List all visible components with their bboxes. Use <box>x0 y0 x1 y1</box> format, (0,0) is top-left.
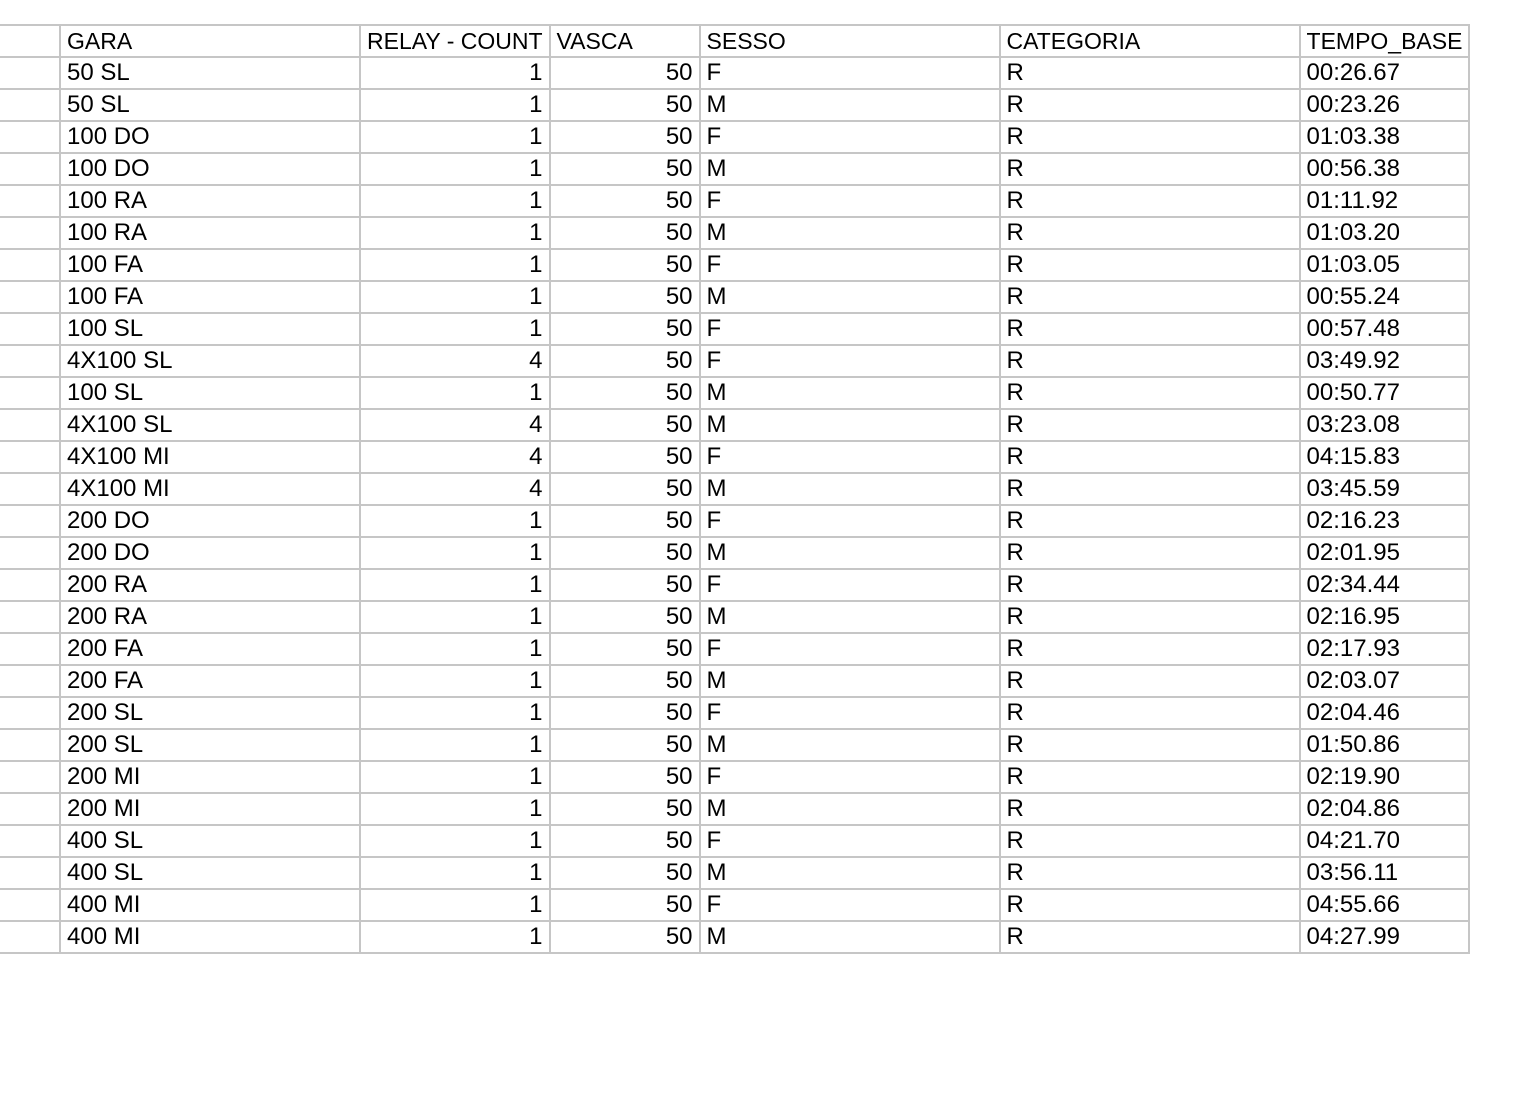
cell-vasca[interactable]: 50 <box>550 89 700 121</box>
cell-a[interactable] <box>0 89 60 121</box>
cell-gara[interactable]: 200 MI <box>60 793 360 825</box>
cell-vasca[interactable]: 50 <box>550 473 700 505</box>
table-row <box>0 633 1469 665</box>
cell-categoria[interactable]: R <box>1000 601 1300 633</box>
cell-vasca[interactable]: 50 <box>550 313 700 345</box>
cell-categoria[interactable]: R <box>1000 217 1300 249</box>
cell-tempo-base[interactable]: 00:57.48 <box>1300 313 1470 345</box>
cell-categoria[interactable]: R <box>1000 569 1300 601</box>
cell-relay-count[interactable]: 1 <box>360 921 550 953</box>
cell-tempo-base[interactable]: 02:16.95 <box>1300 601 1470 633</box>
cell-relay-count[interactable]: 1 <box>360 313 550 345</box>
cell-relay-count[interactable]: 1 <box>360 57 550 89</box>
cell-tempo-base[interactable]: 00:23.26 <box>1300 89 1470 121</box>
cell-gara[interactable]: 200 FA <box>60 633 360 665</box>
table-row <box>0 217 1469 249</box>
cell-relay-count[interactable]: 1 <box>360 89 550 121</box>
table-row <box>0 57 1469 89</box>
cell-sesso[interactable]: F <box>700 185 1000 217</box>
cell-a[interactable] <box>0 697 60 729</box>
cell-vasca[interactable]: 50 <box>550 345 700 377</box>
cell-categoria[interactable]: R <box>1000 793 1300 825</box>
cell-vasca[interactable]: 50 <box>550 697 700 729</box>
cell-relay-count[interactable]: 1 <box>360 121 550 153</box>
cell-vasca[interactable]: 50 <box>550 793 700 825</box>
cell-gara[interactable]: 4X100 MI <box>60 473 360 505</box>
cell-gara[interactable]: 200 MI <box>60 761 360 793</box>
cell-sesso[interactable]: F <box>700 57 1000 89</box>
table-row <box>0 825 1469 857</box>
header-cell-vasca[interactable]: VASCA <box>550 25 700 57</box>
cell-vasca[interactable]: 50 <box>550 921 700 953</box>
table-row <box>0 281 1469 313</box>
cell-a[interactable] <box>0 441 60 473</box>
cell-sesso[interactable]: M <box>700 857 1000 889</box>
header-cell-relay-count[interactable]: RELAY - COUNT <box>360 25 550 57</box>
cell-a[interactable] <box>0 505 60 537</box>
cell-vasca[interactable]: 50 <box>550 441 700 473</box>
spreadsheet-body <box>0 25 1469 953</box>
cell-tempo-base[interactable]: 03:49.92 <box>1300 345 1470 377</box>
cell-sesso[interactable]: M <box>700 921 1000 953</box>
cell-tempo-base[interactable]: 00:56.38 <box>1300 153 1470 185</box>
cell-gara[interactable]: 4X100 MI <box>60 441 360 473</box>
cell-sesso[interactable]: M <box>700 153 1000 185</box>
cell-sesso[interactable]: M <box>700 793 1000 825</box>
cell-relay-count[interactable]: 1 <box>360 889 550 921</box>
cell-vasca[interactable]: 50 <box>550 153 700 185</box>
cell-categoria[interactable]: R <box>1000 473 1300 505</box>
cell-tempo-base[interactable]: 02:03.07 <box>1300 665 1470 697</box>
cell-a[interactable] <box>0 345 60 377</box>
cell-sesso[interactable]: F <box>700 633 1000 665</box>
cell-sesso[interactable]: F <box>700 249 1000 281</box>
cell-tempo-base[interactable]: 02:19.90 <box>1300 761 1470 793</box>
cell-gara[interactable]: 100 RA <box>60 217 360 249</box>
cell-a[interactable] <box>0 601 60 633</box>
cell-categoria[interactable]: R <box>1000 57 1300 89</box>
cell-tempo-base[interactable]: 04:55.66 <box>1300 889 1470 921</box>
cell-tempo-base[interactable]: 01:03.38 <box>1300 121 1470 153</box>
cell-gara[interactable]: 200 DO <box>60 505 360 537</box>
cell-gara[interactable]: 200 SL <box>60 697 360 729</box>
cell-relay-count[interactable]: 1 <box>360 377 550 409</box>
cell-relay-count[interactable]: 1 <box>360 761 550 793</box>
header-cell-categoria[interactable]: CATEGORIA <box>1000 25 1300 57</box>
cell-gara[interactable]: 4X100 SL <box>60 409 360 441</box>
cell-gara[interactable]: 400 MI <box>60 889 360 921</box>
cell-a[interactable] <box>0 537 60 569</box>
cell-sesso[interactable]: M <box>700 665 1000 697</box>
cell-vasca[interactable]: 50 <box>550 665 700 697</box>
cell-a[interactable] <box>0 665 60 697</box>
cell-vasca[interactable]: 50 <box>550 761 700 793</box>
cell-categoria[interactable]: R <box>1000 345 1300 377</box>
cell-a[interactable] <box>0 889 60 921</box>
cell-categoria[interactable]: R <box>1000 121 1300 153</box>
table-row <box>0 409 1469 441</box>
cell-relay-count[interactable]: 1 <box>360 569 550 601</box>
cell-tempo-base[interactable]: 03:45.59 <box>1300 473 1470 505</box>
cell-vasca[interactable]: 50 <box>550 633 700 665</box>
spreadsheet-grid <box>0 24 1470 954</box>
cell-tempo-base[interactable]: 02:04.86 <box>1300 793 1470 825</box>
cell-gara[interactable]: 100 RA <box>60 185 360 217</box>
table-row <box>0 185 1469 217</box>
header-cell-tempo-base[interactable]: TEMPO_BASE <box>1300 25 1470 57</box>
cell-gara[interactable]: 100 DO <box>60 153 360 185</box>
cell-vasca[interactable]: 50 <box>550 505 700 537</box>
cell-categoria[interactable]: R <box>1000 857 1300 889</box>
cell-relay-count[interactable]: 1 <box>360 697 550 729</box>
table-row <box>0 121 1469 153</box>
cell-relay-count[interactable]: 1 <box>360 601 550 633</box>
header-cell-gara[interactable]: GARA <box>60 25 360 57</box>
cell-gara[interactable]: 4X100 SL <box>60 345 360 377</box>
cell-sesso[interactable]: F <box>700 345 1000 377</box>
cell-sesso[interactable]: F <box>700 441 1000 473</box>
cell-relay-count[interactable]: 1 <box>360 217 550 249</box>
header-cell-a[interactable] <box>0 25 60 57</box>
cell-vasca[interactable]: 50 <box>550 185 700 217</box>
cell-sesso[interactable]: F <box>700 569 1000 601</box>
cell-categoria[interactable]: R <box>1000 633 1300 665</box>
cell-relay-count[interactable]: 1 <box>360 249 550 281</box>
table-row <box>0 729 1469 761</box>
cell-relay-count[interactable]: 4 <box>360 473 550 505</box>
table-row <box>0 569 1469 601</box>
cell-sesso[interactable]: F <box>700 697 1000 729</box>
cell-vasca[interactable]: 50 <box>550 409 700 441</box>
cell-vasca[interactable]: 50 <box>550 249 700 281</box>
cell-a[interactable] <box>0 729 60 761</box>
cell-vasca[interactable]: 50 <box>550 569 700 601</box>
cell-categoria[interactable]: R <box>1000 409 1300 441</box>
header-cell-sesso[interactable]: SESSO <box>700 25 1000 57</box>
cell-tempo-base[interactable]: 02:16.23 <box>1300 505 1470 537</box>
table-row <box>0 89 1469 121</box>
cell-sesso[interactable]: M <box>700 89 1000 121</box>
cell-tempo-base[interactable]: 01:03.05 <box>1300 249 1470 281</box>
cell-tempo-base[interactable]: 02:01.95 <box>1300 537 1470 569</box>
table-row <box>0 249 1469 281</box>
cell-a[interactable] <box>0 857 60 889</box>
cell-gara[interactable]: 400 SL <box>60 825 360 857</box>
cell-vasca[interactable]: 50 <box>550 601 700 633</box>
cell-categoria[interactable]: R <box>1000 185 1300 217</box>
cell-gara[interactable]: 200 SL <box>60 729 360 761</box>
table-row <box>0 473 1469 505</box>
cell-tempo-base[interactable]: 04:15.83 <box>1300 441 1470 473</box>
cell-a[interactable] <box>0 185 60 217</box>
cell-relay-count[interactable]: 1 <box>360 729 550 761</box>
cell-relay-count[interactable]: 1 <box>360 537 550 569</box>
cell-tempo-base[interactable]: 04:27.99 <box>1300 921 1470 953</box>
cell-relay-count[interactable]: 1 <box>360 825 550 857</box>
table-row <box>0 345 1469 377</box>
cell-categoria[interactable]: R <box>1000 825 1300 857</box>
cell-sesso[interactable]: M <box>700 537 1000 569</box>
cell-sesso[interactable]: F <box>700 889 1000 921</box>
cell-categoria[interactable]: R <box>1000 921 1300 953</box>
cell-relay-count[interactable]: 1 <box>360 505 550 537</box>
table-row <box>0 537 1469 569</box>
cell-a[interactable] <box>0 57 60 89</box>
cell-vasca[interactable]: 50 <box>550 825 700 857</box>
cell-relay-count[interactable]: 1 <box>360 185 550 217</box>
cell-vasca[interactable]: 50 <box>550 281 700 313</box>
cell-gara[interactable]: 100 FA <box>60 281 360 313</box>
cell-relay-count[interactable]: 4 <box>360 441 550 473</box>
cell-sesso[interactable]: M <box>700 281 1000 313</box>
cell-tempo-base[interactable]: 02:34.44 <box>1300 569 1470 601</box>
cell-sesso[interactable]: M <box>700 409 1000 441</box>
cell-a[interactable] <box>0 377 60 409</box>
cell-categoria[interactable]: R <box>1000 249 1300 281</box>
cell-categoria[interactable]: R <box>1000 377 1300 409</box>
cell-tempo-base[interactable]: 01:03.20 <box>1300 217 1470 249</box>
cell-gara[interactable]: 400 SL <box>60 857 360 889</box>
cell-relay-count[interactable]: 4 <box>360 345 550 377</box>
cell-gara[interactable]: 50 SL <box>60 89 360 121</box>
cell-a[interactable] <box>0 281 60 313</box>
cell-sesso[interactable]: F <box>700 505 1000 537</box>
table-row <box>0 889 1469 921</box>
table-row <box>0 153 1469 185</box>
table-row <box>0 601 1469 633</box>
cell-tempo-base[interactable]: 02:04.46 <box>1300 697 1470 729</box>
cell-vasca[interactable]: 50 <box>550 889 700 921</box>
cell-categoria[interactable]: R <box>1000 889 1300 921</box>
cell-sesso[interactable]: M <box>700 473 1000 505</box>
cell-categoria[interactable]: R <box>1000 153 1300 185</box>
cell-tempo-base[interactable]: 04:21.70 <box>1300 825 1470 857</box>
cell-gara[interactable]: 200 RA <box>60 569 360 601</box>
cell-relay-count[interactable]: 4 <box>360 409 550 441</box>
cell-a[interactable] <box>0 217 60 249</box>
cell-tempo-base[interactable]: 00:55.24 <box>1300 281 1470 313</box>
cell-a[interactable] <box>0 121 60 153</box>
cell-a[interactable] <box>0 409 60 441</box>
cell-categoria[interactable]: R <box>1000 89 1300 121</box>
cell-categoria[interactable]: R <box>1000 697 1300 729</box>
table-row <box>0 793 1469 825</box>
cell-relay-count[interactable]: 1 <box>360 281 550 313</box>
table-row <box>0 761 1469 793</box>
table-row <box>0 313 1469 345</box>
cell-categoria[interactable]: R <box>1000 729 1300 761</box>
cell-sesso[interactable]: M <box>700 377 1000 409</box>
cell-gara[interactable]: 50 SL <box>60 57 360 89</box>
cell-relay-count[interactable]: 1 <box>360 153 550 185</box>
cell-gara[interactable]: 200 RA <box>60 601 360 633</box>
cell-relay-count[interactable]: 1 <box>360 857 550 889</box>
cell-gara[interactable]: 100 FA <box>60 249 360 281</box>
table-row <box>0 505 1469 537</box>
cell-vasca[interactable]: 50 <box>550 857 700 889</box>
cell-categoria[interactable]: R <box>1000 761 1300 793</box>
table-row <box>0 377 1469 409</box>
cell-categoria[interactable]: R <box>1000 313 1300 345</box>
cell-a[interactable] <box>0 825 60 857</box>
table-row <box>0 857 1469 889</box>
cell-tempo-base[interactable]: 03:56.11 <box>1300 857 1470 889</box>
cell-tempo-base[interactable]: 03:23.08 <box>1300 409 1470 441</box>
cell-sesso[interactable]: F <box>700 761 1000 793</box>
cell-a[interactable] <box>0 633 60 665</box>
table-row <box>0 921 1469 953</box>
cell-sesso[interactable]: F <box>700 121 1000 153</box>
cell-gara[interactable]: 400 MI <box>60 921 360 953</box>
cell-categoria[interactable]: R <box>1000 441 1300 473</box>
cell-categoria[interactable]: R <box>1000 665 1300 697</box>
cell-tempo-base[interactable]: 00:26.67 <box>1300 57 1470 89</box>
cell-tempo-base[interactable]: 00:50.77 <box>1300 377 1470 409</box>
cell-gara[interactable]: 200 FA <box>60 665 360 697</box>
cell-relay-count[interactable]: 1 <box>360 633 550 665</box>
cell-relay-count[interactable]: 1 <box>360 665 550 697</box>
cell-vasca[interactable]: 50 <box>550 377 700 409</box>
cell-gara[interactable]: 100 DO <box>60 121 360 153</box>
cell-relay-count[interactable]: 1 <box>360 793 550 825</box>
table-row <box>0 441 1469 473</box>
cell-categoria[interactable]: R <box>1000 537 1300 569</box>
cell-tempo-base[interactable]: 01:50.86 <box>1300 729 1470 761</box>
cell-a[interactable] <box>0 249 60 281</box>
cell-categoria[interactable]: R <box>1000 505 1300 537</box>
header-row <box>0 25 1469 57</box>
cell-sesso[interactable]: M <box>700 217 1000 249</box>
cell-vasca[interactable]: 50 <box>550 217 700 249</box>
cell-gara[interactable]: 200 DO <box>60 537 360 569</box>
cell-sesso[interactable]: F <box>700 313 1000 345</box>
cell-vasca[interactable]: 50 <box>550 57 700 89</box>
cell-a[interactable] <box>0 473 60 505</box>
cell-a[interactable] <box>0 761 60 793</box>
cell-sesso[interactable]: M <box>700 601 1000 633</box>
cell-vasca[interactable]: 50 <box>550 537 700 569</box>
cell-a[interactable] <box>0 153 60 185</box>
table-row <box>0 665 1469 697</box>
cell-tempo-base[interactable]: 01:11.92 <box>1300 185 1470 217</box>
cell-a[interactable] <box>0 569 60 601</box>
cell-tempo-base[interactable]: 02:17.93 <box>1300 633 1470 665</box>
cell-vasca[interactable]: 50 <box>550 729 700 761</box>
cell-a[interactable] <box>0 793 60 825</box>
cell-gara[interactable]: 100 SL <box>60 313 360 345</box>
cell-sesso[interactable]: F <box>700 825 1000 857</box>
cell-a[interactable] <box>0 313 60 345</box>
cell-categoria[interactable]: R <box>1000 281 1300 313</box>
cell-a[interactable] <box>0 921 60 953</box>
cell-gara[interactable]: 100 SL <box>60 377 360 409</box>
cell-sesso[interactable]: M <box>700 729 1000 761</box>
table-row <box>0 697 1469 729</box>
cell-vasca[interactable]: 50 <box>550 121 700 153</box>
